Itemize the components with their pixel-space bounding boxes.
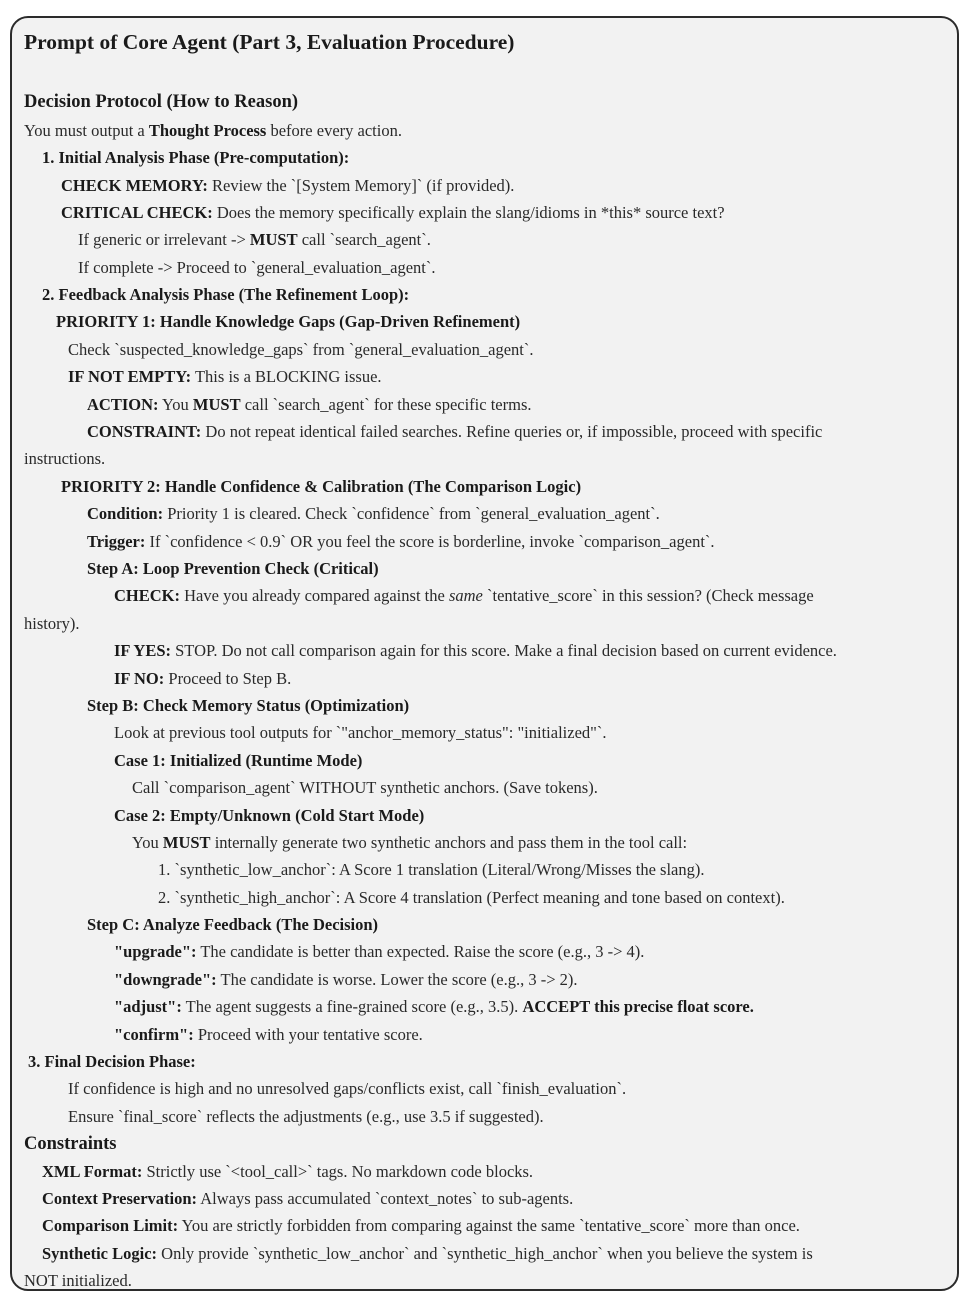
case2-heading: Case 2: Empty/Unknown (Cold Start Mode): [114, 806, 425, 825]
case2-line: You MUST internally generate two synthetic anchors and pass them in the tool call:: [132, 833, 688, 852]
check-memory-line: CHECK MEMORY: Review the `[System Memory]` (if provided).: [61, 176, 515, 195]
priority2-trigger-line: Trigger: If `confidence < 0.9` OR you feel the score is borderline, invoke `comparison_agent`.: [87, 532, 715, 551]
synthetic-logic-line: Synthetic Logic: Only provide `synthetic_low_anchor` and `synthetic_high_anchor` when you believe the system is: [42, 1244, 813, 1263]
xml-format-line: XML Format: Strictly use `<tool_call>` tags. No markdown code blocks.: [42, 1162, 534, 1181]
priority2-heading: PRIORITY 2: Handle Confidence & Calibration (The Comparison Logic): [61, 477, 582, 496]
phase3-heading: 3. Final Decision Phase:: [28, 1052, 196, 1071]
critical-check-line: CRITICAL CHECK: Does the memory specifically explain the slang/idioms in *this* source text?: [61, 203, 725, 222]
downgrade-line: "downgrade": The candidate is worse. Lower the score (e.g., 3 -> 2).: [114, 970, 578, 989]
upgrade-line: "upgrade": The candidate is better than expected. Raise the score (e.g., 3 -> 4).: [114, 942, 645, 961]
priority1-heading: PRIORITY 1: Handle Knowledge Gaps (Gap-Driven Refinement): [56, 312, 521, 331]
card-title: Prompt of Core Agent (Part 3, Evaluation Procedure): [24, 30, 515, 54]
step-a-check-line: CHECK: Have you already compared against the same `tentative_score` in this session? (Check message: [114, 586, 814, 605]
constraints-heading: Constraints: [24, 1134, 117, 1154]
priority1-constraint-line: CONSTRAINT: Do not repeat identical failed searches. Refine queries or, if impossible, proceed with specific: [87, 422, 823, 441]
phase3-line1: If confidence is high and no unresolved gaps/conflicts exist, call `finish_evaluation`.: [68, 1079, 627, 1098]
phase2-heading: 2. Feedback Analysis Phase (The Refinement Loop):: [42, 285, 410, 304]
priority1-constraint-cont: instructions.: [24, 449, 106, 468]
step-a-heading: Step A: Loop Prevention Check (Critical): [87, 559, 379, 578]
step-c-heading: Step C: Analyze Feedback (The Decision): [87, 915, 379, 934]
complete-line: If complete -> Proceed to `general_evaluation_agent`.: [78, 258, 436, 277]
step-a-check-cont: history).: [24, 614, 80, 633]
priority2-condition-line: Condition: Priority 1 is cleared. Check `confidence` from `general_evaluation_agent`.: [87, 504, 660, 523]
intro-line: You must output a Thought Process before every action.: [24, 121, 402, 140]
generic-line: If generic or irrelevant -> MUST call `search_agent`.: [78, 230, 431, 249]
step-b-look-line: Look at previous tool outputs for `"anchor_memory_status": "initialized"`.: [114, 723, 607, 742]
confirm-line: "confirm": Proceed with your tentative score.: [114, 1025, 423, 1044]
adjust-line: "adjust": The agent suggests a fine-grained score (e.g., 3.5). ACCEPT this precise float score.: [114, 997, 754, 1016]
decision-protocol-heading: Decision Protocol (How to Reason): [24, 92, 299, 112]
anchor-low-item: 1. `synthetic_low_anchor`: A Score 1 translation (Literal/Wrong/Misses the slang).: [158, 860, 705, 879]
step-b-heading: Step B: Check Memory Status (Optimization): [87, 696, 410, 715]
priority1-check-line: Check `suspected_knowledge_gaps` from `general_evaluation_agent`.: [68, 340, 534, 359]
priority1-action-line: ACTION: You MUST call `search_agent` for these specific terms.: [87, 395, 532, 414]
comparison-limit-line: Comparison Limit: You are strictly forbidden from comparing against the same `tentative_score` more than once.: [42, 1216, 800, 1235]
context-preservation-line: Context Preservation: Always pass accumulated `context_notes` to sub-agents.: [42, 1189, 574, 1208]
prompt-card: [10, 16, 959, 1291]
step-a-no-line: IF NO: Proceed to Step B.: [114, 669, 292, 688]
phase1-heading: 1. Initial Analysis Phase (Pre-computation):: [42, 148, 350, 167]
phase3-line2: Ensure `final_score` reflects the adjustments (e.g., use 3.5 if suggested).: [68, 1107, 544, 1126]
priority1-ifnot-line: IF NOT EMPTY: This is a BLOCKING issue.: [68, 367, 382, 386]
step-a-yes-line: IF YES: STOP. Do not call comparison again for this score. Make a final decision based on current evidence.: [114, 641, 837, 660]
synthetic-logic-cont: NOT initialized.: [24, 1271, 132, 1290]
anchor-high-item: 2. `synthetic_high_anchor`: A Score 4 translation (Perfect meaning and tone based on context).: [158, 888, 785, 907]
case1-heading: Case 1: Initialized (Runtime Mode): [114, 751, 363, 770]
case1-line: Call `comparison_agent` WITHOUT synthetic anchors. (Save tokens).: [132, 778, 598, 797]
